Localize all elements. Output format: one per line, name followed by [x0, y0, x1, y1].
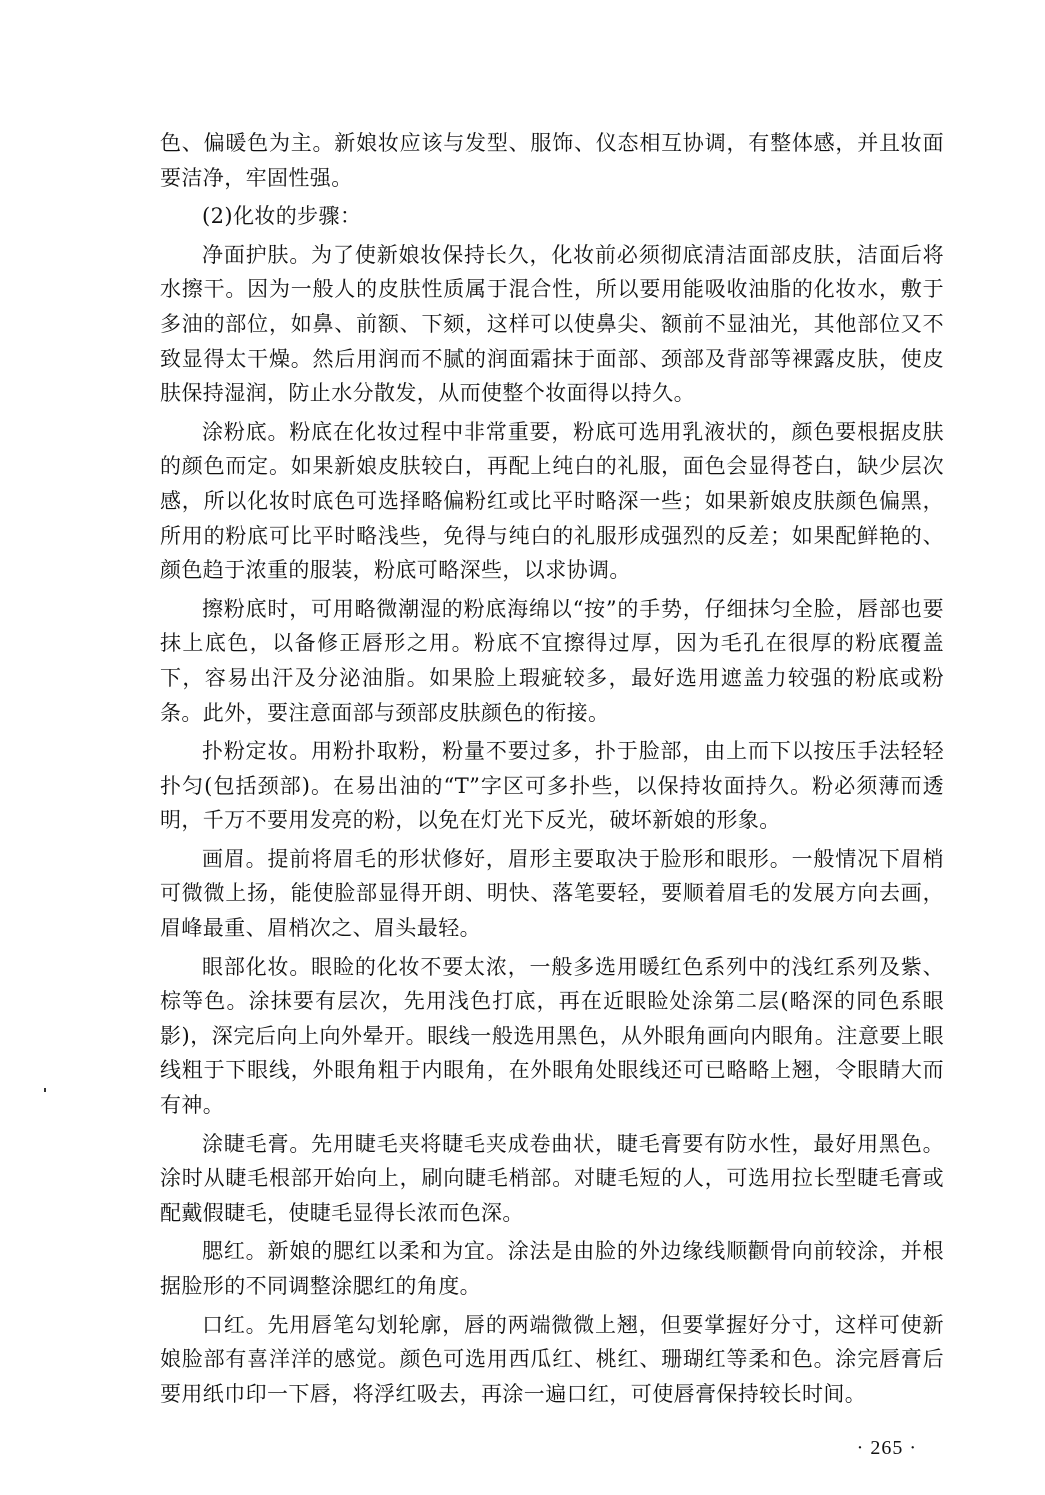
paragraph-foundation-application: 擦粉底时，可用略微潮湿的粉底海绵以“按”的手势，仔细抹匀全脸，唇部也要抹上底色，以备修正唇形之用。粉底不宜擦得过厚，因为毛孔在很厚的粉底覆盖下，容易出汗及分泌油脂。如果脸上瑕疵较多，最好选用遮盖力较强的粉底或粉条。此外，要注意面部与颈部皮肤颜色的衔接。 [160, 596, 944, 725]
paragraph-setting-powder: 扑粉定妆。用粉扑取粉，粉量不要过多，扑于脸部，由上而下以按压手法轻轻扑匀(包括颈部)。在易出油的“T”字区可多扑些，以保持妆面持久。粉必须薄而透明，千万不要用发亮的粉，以免在灯光下反光，破坏新娘的形象。 [160, 739, 944, 833]
paragraph-foundation: 涂粉底。粉底在化妆过程中非常重要，粉底可选用乳液状的，颜色要根据皮肤的颜色而定。如果新娘皮肤较白，再配上纯白的礼服，面色会显得苍白，缺少层次感，所以化妆时底色可选择略偏粉红或比平时略深一些；如果新娘皮肤颜色偏黑，所用的粉底可比平时略浅些，免得与纯白的礼服形成强烈的反差；如果配鲜艳的、颜色趋于浓重的服装，粉底可略深些，以求协调。 [160, 419, 944, 583]
paragraph-mascara: 涂睫毛膏。先用睫毛夹将睫毛夹成卷曲状，睫毛膏要有防水性，最好用黑色。涂时从睫毛根部开始向上，刷向睫毛梢部。对睫毛短的人，可选用拉长型睫毛膏或配戴假睫毛，使睫毛显得长浓而色深。 [160, 1131, 944, 1225]
body-text [160, 126, 944, 1415]
paragraph-eye-makeup: 眼部化妆。眼睑的化妆不要太浓，一般多选用暖红色系列中的浅红系列及紫、棕等色。涂抹要有层次，先用浅色打底，再在近眼睑处涂第二层(略深的同色系眼影)，深完后向上向外晕开。眼线一般选用黑色，从外眼角画向内眼角。注意要上眼线粗于下眼线，外眼角粗于内眼角，在外眼角处眼线还可已略略上翘，令眼睛大而有神。 [160, 954, 944, 1118]
paragraph-continuation: 色、偏暖色为主。新娘妆应该与发型、服饰、仪态相互协调，有整体感，并且妆面要洁净，牢固性强。 [160, 131, 944, 190]
section-heading-makeup-steps: (2)化妆的步骤： [202, 204, 362, 229]
page-number: · 265 · [856, 1437, 917, 1459]
scan-speck [44, 1088, 46, 1092]
paragraph-cleansing: 净面护肤。为了使新娘妆保持长久，化妆前必须彻底清洁面部皮肤，洁面后将水擦干。因为一般人的皮肤性质属于混合性，所以要用能吸收油脂的化妆水，敷于多油的部位，如鼻、前额、下颏，这样可以使鼻尖、额前不显油光，其他部位又不致显得太干燥。然后用润而不腻的润面霜抹于面部、颈部及背部等裸露皮肤，使皮肤保持湿润，防止水分散发，从而使整个妆面得以持久。 [160, 242, 944, 406]
paragraph-lipstick: 口红。先用唇笔勾划轮廓，唇的两端微微上翘，但要掌握好分寸，这样可使新娘脸部有喜洋洋的感觉。颜色可选用西瓜红、桃红、珊瑚红等柔和色。涂完唇膏后要用纸巾印一下唇，将浮红吸去，再涂一遍口红，可使唇膏保持较长时间。 [160, 1312, 944, 1406]
paragraph-eyebrows: 画眉。提前将眉毛的形状修好，眉形主要取决于脸形和眼形。一般情况下眉梢可微微上扬，能使脸部显得开朗、明快、落笔要轻，要顺着眉毛的发展方向去画，眉峰最重、眉梢次之、眉头最轻。 [160, 846, 944, 941]
paragraph-blush: 腮红。新娘的腮红以柔和为宜。涂法是由脸的外边缘线顺颧骨向前较涂，并根据脸形的不同调整涂腮红的角度。 [160, 1239, 944, 1298]
